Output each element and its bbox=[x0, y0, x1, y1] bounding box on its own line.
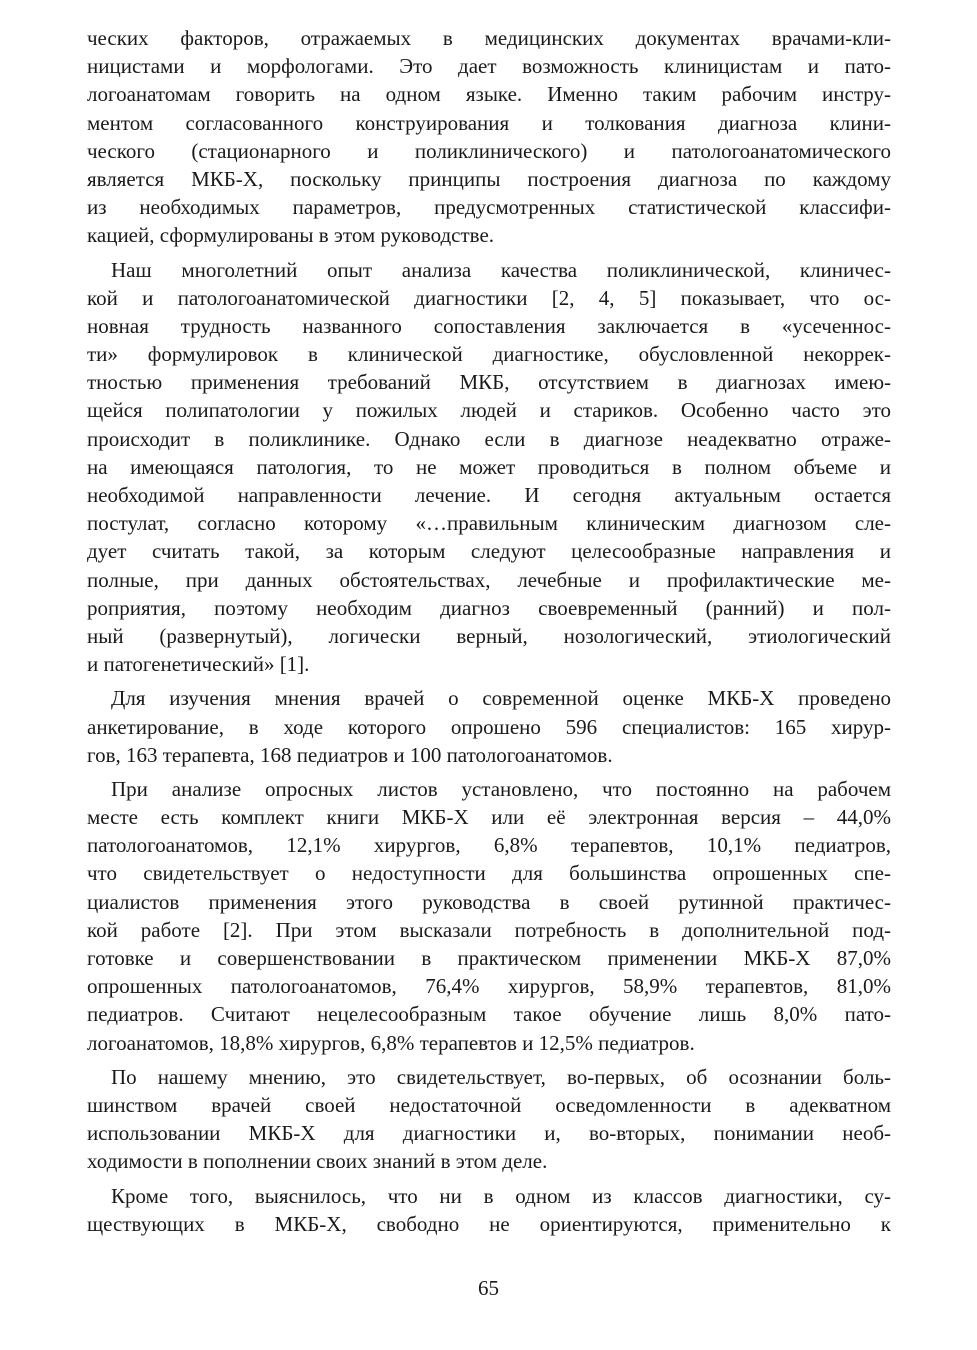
text-line: необходимой направленности лечение. И сегодня актуальным остается bbox=[87, 483, 891, 507]
text-line: ментом согласованного конструирования и толкования диагноза клини- bbox=[87, 110, 891, 135]
text-line: из необходимых параметров, предусмотренных статистической классифи- bbox=[87, 195, 891, 220]
text-line: кацией, сформулированы в этом руководстве. bbox=[87, 223, 495, 248]
text-line: ный (развернутый), логически верный, нозологический, этиологический bbox=[87, 623, 891, 648]
paragraph bbox=[87, 775, 891, 1057]
body-text bbox=[87, 24, 891, 1244]
text-line: опрошенных патологоанатомов, 76,4% хирургов, 58,9% терапевтов, 81,0% bbox=[87, 974, 891, 999]
text-line: использовании МКБ-Х для диагностики и, во-вторых, понимании необ- bbox=[87, 1121, 891, 1146]
text-line: ческих факторов, отражаемых в медицинских документах врачами-кли- bbox=[87, 26, 891, 50]
text-line: дует считать такой, за которым следуют целесообразные направления и bbox=[87, 539, 891, 564]
page-number: 65 bbox=[478, 1276, 499, 1300]
text-line: готовке и совершенствовании в практическом применении МКБ-Х 87,0% bbox=[87, 946, 891, 970]
text-line: роприятия, поэтому необходим диагноз своевременный (ранний) и пол- bbox=[87, 595, 891, 620]
text-line: постулат, согласно которому «…правильным клиническим диагнозом сле- bbox=[87, 511, 891, 536]
text-line: полные, при данных обстоятельствах, лечебные и профилактические ме- bbox=[87, 567, 891, 592]
text-line: является МКБ-Х, поскольку принципы построения диагноза по каждому bbox=[87, 166, 891, 191]
text-line: ществующих в МКБ-Х, свободно не ориентируются, применительно к bbox=[87, 1211, 891, 1236]
paragraph bbox=[87, 256, 891, 679]
text-line: ческого (стационарного и поликлинического) и патологоанатомического bbox=[87, 138, 891, 163]
text-line: кой и патологоанатомической диагностики [2, 4, 5] показывает, что ос- bbox=[87, 285, 891, 310]
text-line: ницистами и морфологами. Это дает возможность клиницистам и пато- bbox=[87, 54, 891, 79]
text-line: кой работе [2]. При этом высказали потребность в дополнительной под- bbox=[87, 917, 891, 942]
text-line: При анализе опросных листов установлено, что постоянно на рабочем bbox=[111, 776, 891, 801]
text-line: Для изучения мнения врачей о современной оценке МКБ-Х проведено bbox=[111, 686, 891, 711]
text-line: месте есть комплект книги МКБ-Х или её электронная версия – 44,0% bbox=[87, 805, 891, 830]
text-line: ходимости в пополнении своих знаний в этом деле. bbox=[87, 1149, 548, 1174]
text-line: ти» формулировок в клинической диагностике, обусловленной некоррек- bbox=[87, 342, 891, 367]
paragraph bbox=[87, 684, 891, 769]
text-line: и патогенетический» [1]. bbox=[87, 652, 310, 677]
text-line: что свидетельствует о недоступности для большинства опрошенных спе- bbox=[87, 861, 891, 886]
text-line: тностью применения требований МКБ, отсутствием в диагнозах имею- bbox=[87, 370, 891, 395]
text-line: логоанатомов, 18,8% хирургов, 6,8% терапевтов и 12,5% педиатров. bbox=[87, 1030, 695, 1055]
text-line: патологоанатомов, 12,1% хирургов, 6,8% терапевтов, 10,1% педиатров, bbox=[87, 833, 891, 858]
text-line: происходит в поликлинике. Однако если в диагнозе неадекватно отраже- bbox=[87, 426, 891, 451]
text-line: щейся полипатологии у пожилых людей и стариков. Особенно часто это bbox=[87, 398, 891, 423]
text-line: новная трудность названного сопоставления заключается в «усеченнос- bbox=[87, 313, 891, 338]
text-line: логоанатомам говорить на одном языке. Именно таким рабочим инстру- bbox=[87, 82, 891, 107]
text-line: гов, 163 терапевта, 168 педиатров и 100 патологоанатомов. bbox=[87, 742, 613, 767]
text-line: на имеющаяся патология, то не может проводиться в полном объеме и bbox=[87, 454, 891, 479]
paragraph bbox=[87, 1063, 891, 1176]
text-line: анкетирование, в ходе которого опрошено 596 специалистов: 165 хирур- bbox=[87, 714, 891, 739]
text-line: циалистов применения этого руководства в своей рутинной практичес- bbox=[87, 889, 891, 914]
text-line: шинством врачей своей недостаточной осведомленности в адекватном bbox=[87, 1092, 891, 1117]
text-line: Кроме того, выяснилось, что ни в одном из классов диагностики, су- bbox=[111, 1183, 891, 1208]
text-line: По нашему мнению, это свидетельствует, во-первых, об осознании боль- bbox=[111, 1064, 891, 1089]
paragraph bbox=[87, 1182, 891, 1238]
paragraph bbox=[87, 24, 891, 250]
text-line: педиатров. Считают нецелесообразным такое обучение лишь 8,0% пато- bbox=[87, 1002, 891, 1027]
text-line: Наш многолетний опыт анализа качества поликлинической, клиничес- bbox=[111, 257, 891, 282]
